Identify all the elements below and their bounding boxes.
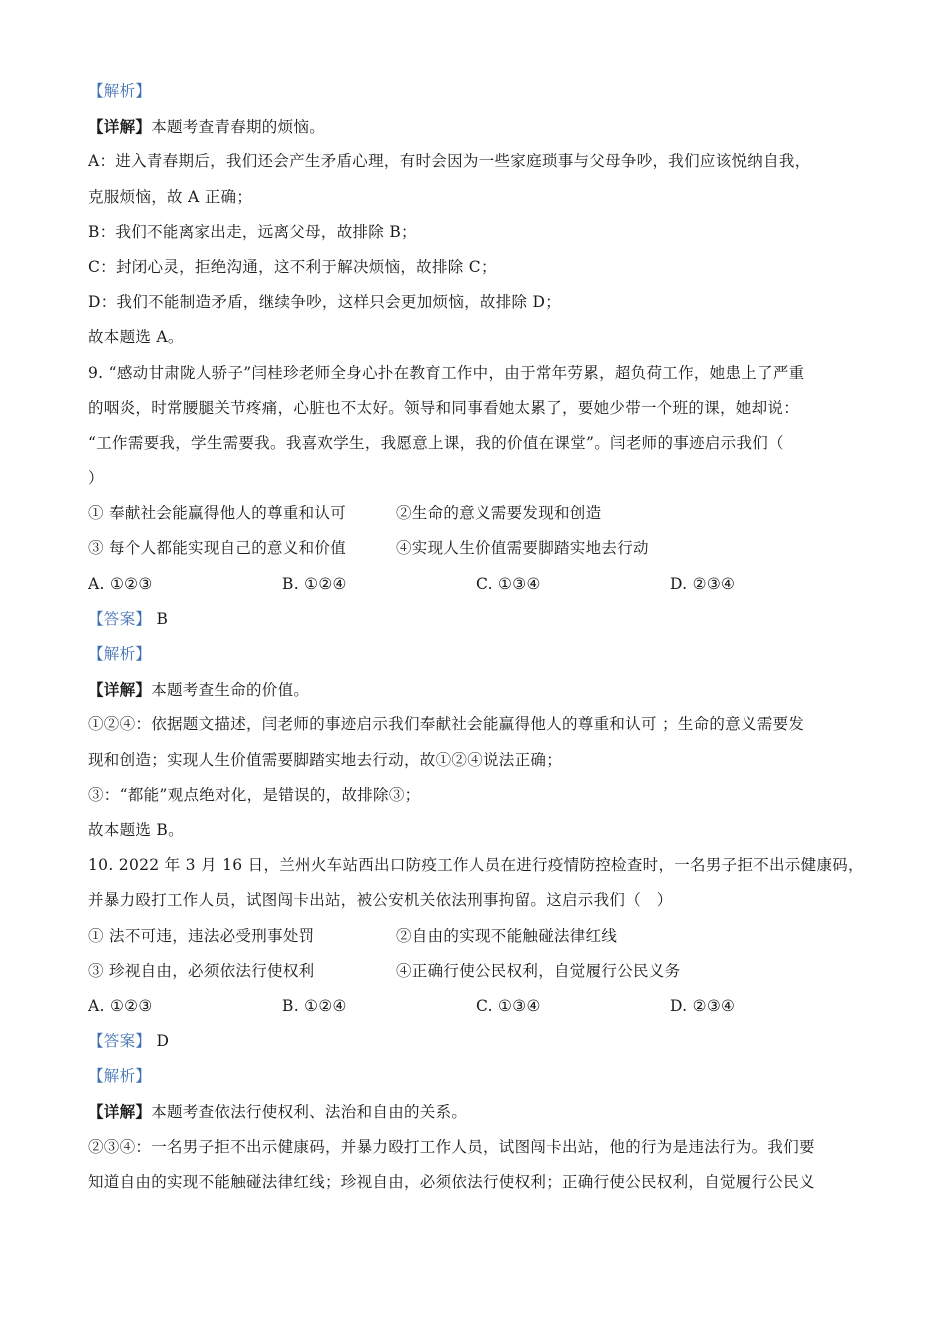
answer-value: B: [156, 609, 169, 628]
q9-explanation-cont: 现和创造；实现人生价值需要脚踏实地去行动，故①②④说法正确；: [88, 750, 563, 769]
q9-option-b: B. ①②④: [282, 574, 347, 593]
q9-detail-line: [88, 672, 878, 707]
analysis-tag: 【解析】: [88, 82, 152, 100]
analysis-tag: 【解析】: [88, 1067, 152, 1086]
detail-text: 本题考查依法行使权利、法治和自由的关系。: [151, 1103, 468, 1122]
q9-options: [88, 567, 878, 602]
q10-analysis-heading: [88, 1059, 878, 1094]
q10-items-row: [88, 954, 878, 989]
q9-stem: 9. “感动甘肃陇人骄子”闫桂珍老师全身心扑在教育工作中，由于常年劳累，超负荷工作，她患上了严重: [88, 363, 805, 382]
q10-option-b: B. ①②④: [282, 996, 347, 1015]
detail-tag: 【详解】: [88, 680, 152, 700]
q9-item-4: ④实现人生价值需要脚踏实地去行动: [396, 539, 649, 558]
q10-item-3: ③ 珍视自由，必须依法行使权利: [88, 961, 315, 980]
q10-answer: [88, 1024, 878, 1059]
answer-tag: 【答案】: [88, 609, 152, 628]
analysis-tag: 【解析】: [88, 645, 152, 663]
q10-item-1: ① 法不可违，违法必受刑事处罚: [88, 926, 315, 945]
q8-option-a-explanation-cont: 克服烦恼，故 A 正确；: [88, 187, 253, 206]
q10-item-2: ②自由的实现不能触碰法律红线: [396, 926, 618, 945]
q9-items-row: [88, 496, 878, 531]
q10-option-a: A. ①②③: [88, 996, 153, 1015]
q9-option-d: D. ②③④: [670, 574, 736, 593]
q10-item-4: ④正确行使公民权利，自觉履行公民义务: [396, 961, 681, 980]
q9-items-row: [88, 531, 878, 566]
q9-stem-cont: ）: [88, 469, 104, 488]
q9-stem-cont: “工作需要我，学生需要我。我喜欢学生，我愿意上课，我的价值在课堂”。闫老师的事迹启示我们（: [88, 433, 784, 452]
q8-option-b-explanation: B：我们不能离家出走，远离父母，故排除 B；: [88, 222, 417, 241]
q9-option-c: C. ①③④: [476, 574, 541, 593]
q10-explanation: ②③④：一名男子拒不出示健康码，并暴力殴打工作人员，试图闯卡出站，他的行为是违法行为。我们要: [88, 1137, 815, 1156]
q9-item-3: ③ 每个人都能实现自己的意义和价值: [88, 539, 347, 558]
document-page: [88, 74, 878, 1200]
q8-analysis-heading: [88, 74, 878, 109]
q9-stem-cont: 的咽炎，时常腰腿关节疼痛，心脏也不太好。领导和同事看她太累了，要她少带一个班的课，她却说：: [88, 398, 800, 417]
detail-text: 本题考查生命的价值。: [151, 681, 310, 700]
detail-tag: 【详解】: [88, 1102, 152, 1122]
q10-detail-line: [88, 1094, 878, 1129]
q8-conclusion: 故本题选 A。: [88, 328, 184, 347]
q9-conclusion: 故本题选 B。: [88, 820, 184, 839]
q8-option-a-explanation: A：进入青春期后，我们还会产生矛盾心理，有时会因为一些家庭琐事与父母争吵，我们应该悦纳自我，: [88, 152, 811, 171]
q10-explanation-cont: 知道自由的实现不能触碰法律红线；珍视自由，必须依法行使权利；正确行使公民权利，自觉履行公民义: [88, 1172, 815, 1191]
q10-stem: 10. 2022 年 3 月 16 日，兰州火车站西出口防疫工作人员在进行疫情防控检查时，一名男子拒不出示健康码，: [88, 856, 864, 875]
q10-option-c: C. ①③④: [476, 996, 541, 1015]
answer-value: D: [156, 1032, 170, 1051]
q8-option-c-explanation: C：封闭心灵，拒绝沟通，这不利于解决烦恼，故排除 C；: [88, 257, 497, 276]
q9-item-2: ②生命的意义需要发现和创造: [396, 504, 602, 523]
detail-tag: 【详解】: [88, 117, 152, 137]
detail-text: 本题考查青春期的烦恼。: [151, 118, 326, 137]
q10-items-row: [88, 919, 878, 954]
q10-stem-cont: 并暴力殴打工作人员，试图闯卡出站，被公安机关依法刑事拘留。这启示我们（ ）: [88, 891, 673, 910]
q8-detail-line: [88, 109, 878, 144]
q9-analysis-heading: [88, 637, 878, 672]
q8-option-d-explanation: D：我们不能制造矛盾，继续争吵，这样只会更加烦恼，故排除 D；: [88, 293, 562, 312]
q9-option-a: A. ①②③: [88, 574, 153, 593]
q10-option-d: D. ②③④: [670, 996, 736, 1015]
q10-options: [88, 989, 878, 1024]
q9-explanation-cont: ③：“都能”观点绝对化，是错误的，故排除③；: [88, 785, 421, 804]
answer-tag: 【答案】: [88, 1032, 152, 1051]
q9-explanation: ①②④：依据题文描述，闫老师的事迹启示我们奉献社会能赢得他人的尊重和认可 ；生命的意义需要发: [88, 715, 805, 734]
q9-item-1: ① 奉献社会能赢得他人的尊重和认可: [88, 504, 347, 523]
q9-answer: [88, 602, 878, 637]
